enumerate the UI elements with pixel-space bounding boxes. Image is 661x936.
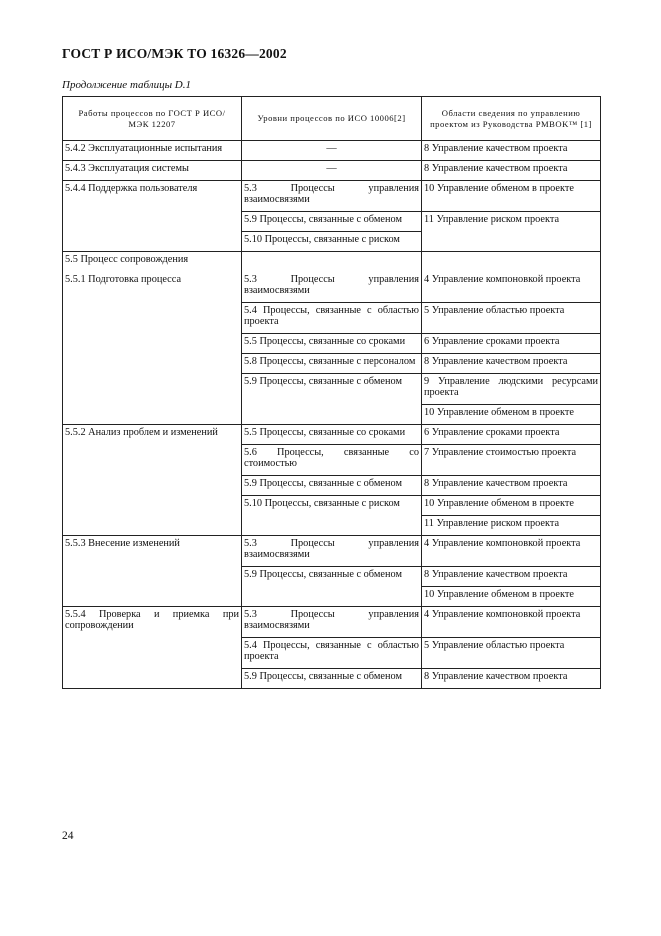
knowledge-area-text: 5 Управление областью проекта [424, 640, 565, 651]
process-level-cell [242, 161, 422, 181]
process-level-cell [242, 354, 422, 374]
process-level-cell [242, 607, 422, 638]
knowledge-area-cell [422, 476, 601, 496]
knowledge-area-cell [422, 161, 601, 181]
process-level-cell [242, 232, 422, 252]
process-level-cell [242, 476, 422, 496]
process-level-text: 5.9 Процессы, связанные с обменом [244, 478, 402, 489]
table-header-row [63, 97, 601, 141]
knowledge-area-text: 10 Управление обменом в проекте [424, 407, 574, 418]
knowledge-area-text: 10 Управление обменом в проекте [424, 183, 574, 194]
process-level-text: 5.5 Процессы, связанные со сроками [244, 336, 406, 347]
knowledge-area-cell [422, 587, 601, 607]
knowledge-area-text: 8 Управление качеством проекта [424, 356, 568, 367]
table-row [63, 425, 601, 445]
process-work-text: 5.5.4 Проверка и приемка при сопровождении [65, 609, 239, 631]
process-level-text: 5.3 Процессы управления взаимосвязями [244, 538, 419, 560]
process-level-cell [242, 425, 422, 445]
knowledge-area-cell [422, 303, 601, 334]
process-work-text: 5.5 Процесс сопровождения [65, 254, 189, 265]
process-level-cell [242, 567, 422, 607]
process-work-text: 5.4.2 Эксплуатационные испытания [65, 143, 223, 154]
table-caption: Продолжение таблицы D.1 [62, 79, 191, 91]
knowledge-area-cell [422, 334, 601, 354]
process-work-cell [63, 141, 242, 161]
process-level-text: — [326, 163, 337, 174]
knowledge-area-cell [422, 212, 601, 252]
process-level-text: 5.10 Процессы, связанные с риском [244, 498, 400, 509]
knowledge-area-cell [422, 607, 601, 638]
process-level-text: 5.9 Процессы, связанные с обменом [244, 376, 402, 387]
knowledge-area-cell [422, 405, 601, 425]
knowledge-area-cell [422, 181, 601, 212]
process-level-text: 5.9 Процессы, связанные с обменом [244, 569, 402, 580]
knowledge-area-text: 8 Управление качеством проекта [424, 143, 568, 154]
table-row [63, 181, 601, 212]
process-work-cell [63, 252, 242, 425]
table-row [63, 141, 601, 161]
knowledge-area-cell [422, 354, 601, 374]
process-level-text: 5.5 Процессы, связанные со сроками [244, 427, 406, 438]
table-row [63, 161, 601, 181]
knowledge-area-cell [422, 374, 601, 405]
knowledge-area-text: 11 Управление риском проекта [424, 518, 560, 529]
table-row [63, 252, 601, 303]
process-level-text: 5.4 Процессы, связанные с областью проекта [244, 640, 419, 662]
process-level-cell [242, 141, 422, 161]
knowledge-area-text: 6 Управление сроками проекта [424, 427, 560, 438]
process-work-text: 5.4.3 Эксплуатация системы [65, 163, 189, 174]
process-level-text: 5.3 Процессы управления взаимосвязями [244, 609, 419, 631]
knowledge-area-cell [422, 425, 601, 445]
process-level-text: 5.8 Процессы, связанные с персоналом [244, 356, 416, 367]
knowledge-area-text: 4 Управление компоновкой проекта [424, 274, 581, 285]
knowledge-area-text: 9 Управление людскими ресурсами проекта [424, 376, 598, 398]
process-level-text: 5.6 Процессы, связанные со стоимостью [244, 447, 419, 469]
mapping-table [62, 96, 601, 689]
process-level-cell [242, 496, 422, 536]
process-level-cell [242, 303, 422, 334]
process-level-text: 5.10 Процессы, связанные с риском [244, 234, 400, 245]
process-level-cell [242, 252, 422, 303]
column-header-work: Работы процессов по ГОСТ Р ИСО/МЭК 12207 [63, 97, 242, 141]
process-work-text: 5.4.4 Поддержка пользователя [65, 183, 198, 194]
knowledge-area-text: 10 Управление обменом в проекте [424, 589, 574, 600]
page-number: 24 [62, 830, 74, 842]
knowledge-area-text: 5 Управление областью проекта [424, 305, 565, 316]
process-level-cell [242, 638, 422, 669]
table-row [63, 607, 601, 638]
knowledge-area-text: 8 Управление качеством проекта [424, 163, 568, 174]
knowledge-area-cell [422, 252, 601, 303]
process-level-text: 5.4 Процессы, связанные с областью проекта [244, 305, 419, 327]
column-header-areas: Области сведения по управлению проектом из Руководства PMBOK™ [1] [422, 97, 601, 141]
column-header-levels: Уровни процессов по ИСО 10006[2] [242, 97, 422, 141]
table-row [63, 536, 601, 567]
knowledge-area-cell [422, 141, 601, 161]
process-level-cell [242, 669, 422, 689]
process-level-cell [242, 334, 422, 354]
knowledge-area-cell [422, 496, 601, 516]
knowledge-area-text: 10 Управление обменом в проекте [424, 498, 574, 509]
process-work-cell [63, 181, 242, 252]
table-body [63, 141, 601, 689]
knowledge-area-cell [422, 516, 601, 536]
knowledge-area-text: 7 Управление стоимостью проекта [424, 447, 577, 458]
process-work-text: 5.5.2 Анализ проблем и изменений [65, 427, 218, 438]
process-work-cell [63, 161, 242, 181]
process-level-text: 5.3 Процессы управления взаимосвязями [244, 274, 419, 296]
knowledge-area-text: 8 Управление качеством проекта [424, 569, 568, 580]
knowledge-area-cell [422, 445, 601, 476]
process-level-cell [242, 212, 422, 232]
process-work-cell [63, 536, 242, 607]
process-level-text: 5.3 Процессы управления взаимосвязями [244, 183, 419, 205]
process-level-cell [242, 536, 422, 567]
knowledge-area-text: 11 Управление риском проекта [424, 214, 560, 225]
process-level-cell [242, 445, 422, 476]
knowledge-area-text: 8 Управление качеством проекта [424, 671, 568, 682]
knowledge-area-text: 4 Управление компоновкой проекта [424, 538, 581, 549]
knowledge-area-text: 4 Управление компоновкой проекта [424, 609, 581, 620]
process-level-cell [242, 374, 422, 425]
process-level-text: 5.9 Процессы, связанные с обменом [244, 214, 402, 225]
process-level-cell [242, 181, 422, 212]
knowledge-area-cell [422, 567, 601, 587]
process-work-text: 5.5.1 Подготовка процесса [65, 274, 182, 285]
knowledge-area-cell [422, 638, 601, 669]
knowledge-area-cell [422, 536, 601, 567]
knowledge-area-text: 6 Управление сроками проекта [424, 336, 560, 347]
process-work-cell [63, 425, 242, 536]
process-level-text: — [326, 143, 337, 154]
knowledge-area-cell [422, 669, 601, 689]
process-work-cell [63, 607, 242, 689]
knowledge-area-text: 8 Управление качеством проекта [424, 478, 568, 489]
process-level-text: 5.9 Процессы, связанные с обменом [244, 671, 402, 682]
page-header: ГОСТ Р ИСО/МЭК ТО 16326—2002 [62, 46, 287, 61]
process-work-text: 5.5.3 Внесение изменений [65, 538, 180, 549]
